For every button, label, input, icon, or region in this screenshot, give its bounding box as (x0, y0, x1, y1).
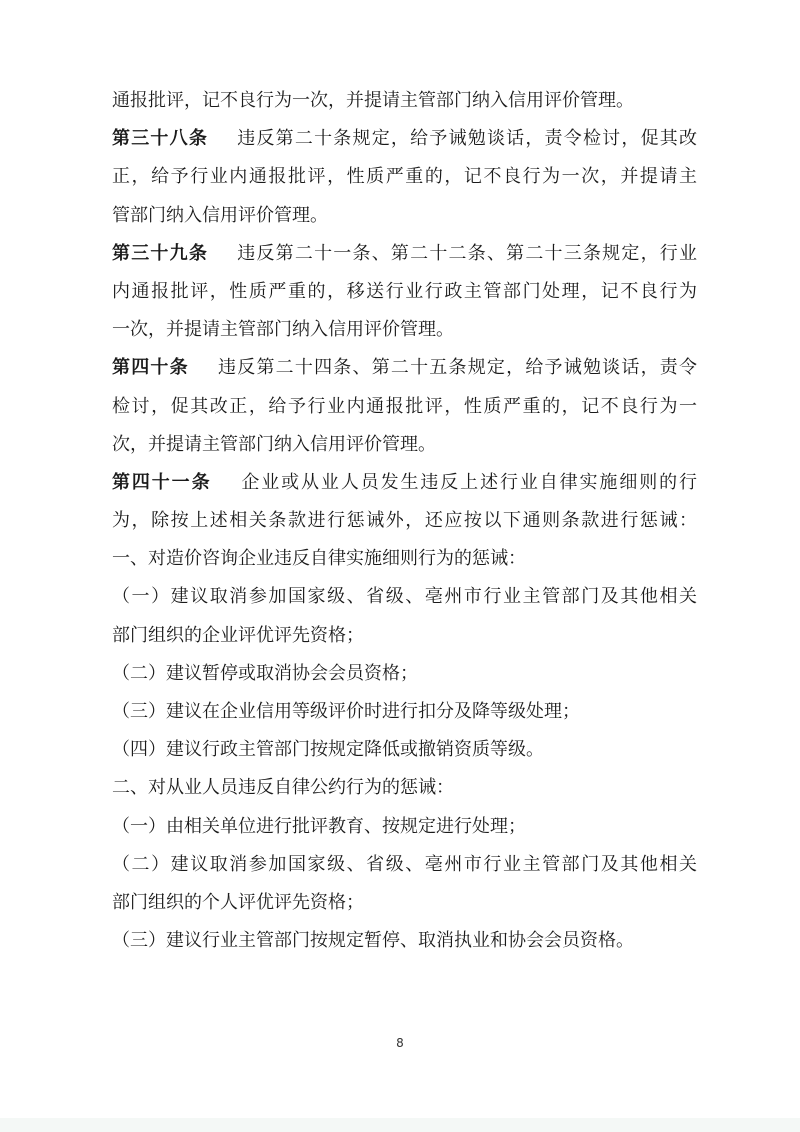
document-body (112, 82, 697, 960)
text-line: 内通报批评，性质严重的，移送行业行政主管部门处理，记不良行为 (112, 280, 697, 302)
list-item: （三）建议在企业信用等级评价时进行扣分及降等级处理； (112, 701, 580, 722)
text-line: 管部门纳入信用评价管理。 (112, 204, 328, 226)
page-bottom-edge (0, 1118, 800, 1132)
section-heading-line: 二、对从业人员违反自律公约行为的惩诫： (112, 777, 454, 799)
article-38-heading-line: 第三十八条 违反第二十条规定，给予诫勉谈话，责令检讨，促其改 (112, 128, 698, 150)
article-number: 第四十一条 (112, 471, 212, 493)
text-line: 为，除按上述相关条款进行惩诫外，还应按以下通则条款进行惩诫： (112, 510, 697, 532)
article-39-heading-line: 第三十九条 违反第二十一条、第二十二条、第二十三条规定，行业 (112, 242, 698, 264)
list-item: （二）建议暂停或取消协会会员资格； (112, 662, 418, 684)
article-41-heading-line: 第四十一条 企业或从业人员发生违反上述行业自律实施细则的行 (112, 471, 698, 493)
text-line: 正，给予行业内通报批评，性质严重的，记不良行为一次，并提请主 (112, 166, 697, 188)
text-line: 部门组织的个人评优评先资格； (112, 891, 364, 913)
article-number: 第四十条 (112, 357, 189, 379)
text-line: 次，并提请主管部门纳入信用评价管理。 (112, 433, 436, 455)
text-line: 一次，并提请主管部门纳入信用评价管理。 (112, 319, 454, 341)
article-number: 第三十九条 (112, 242, 209, 264)
article-40-heading-line: 第四十条 违反第二十四条、第二十五条规定，给予诫勉谈话，责令 (112, 357, 697, 379)
list-item: （一）由相关单位进行批评教育、按规定进行处理； (112, 815, 526, 837)
article-number: 第三十八条 (112, 128, 209, 150)
text-line: 部门组织的企业评优评先资格； (112, 624, 364, 646)
section-heading-line: 一、对造价咨询企业违反自律实施细则行为的惩诫： (112, 548, 526, 570)
list-item: （四）建议行政主管部门按规定降低或撤销资质等级。 (112, 739, 544, 761)
text-line: 通报批评，记不良行为一次，并提请主管部门纳入信用评价管理。 (112, 90, 634, 111)
list-item: （二）建议取消参加国家级、省级、亳州市行业主管部门及其他相关 (112, 853, 697, 875)
page-number: 8 (396, 1036, 404, 1050)
list-item: （一）建议取消参加国家级、省级、亳州市行业主管部门及其他相关 (112, 586, 697, 608)
text-line: 检讨，促其改正，给予行业内通报批评，性质严重的，记不良行为一 (112, 395, 697, 417)
list-item: （三）建议行业主管部门按规定暂停、取消执业和协会会员资格。 (112, 930, 634, 952)
